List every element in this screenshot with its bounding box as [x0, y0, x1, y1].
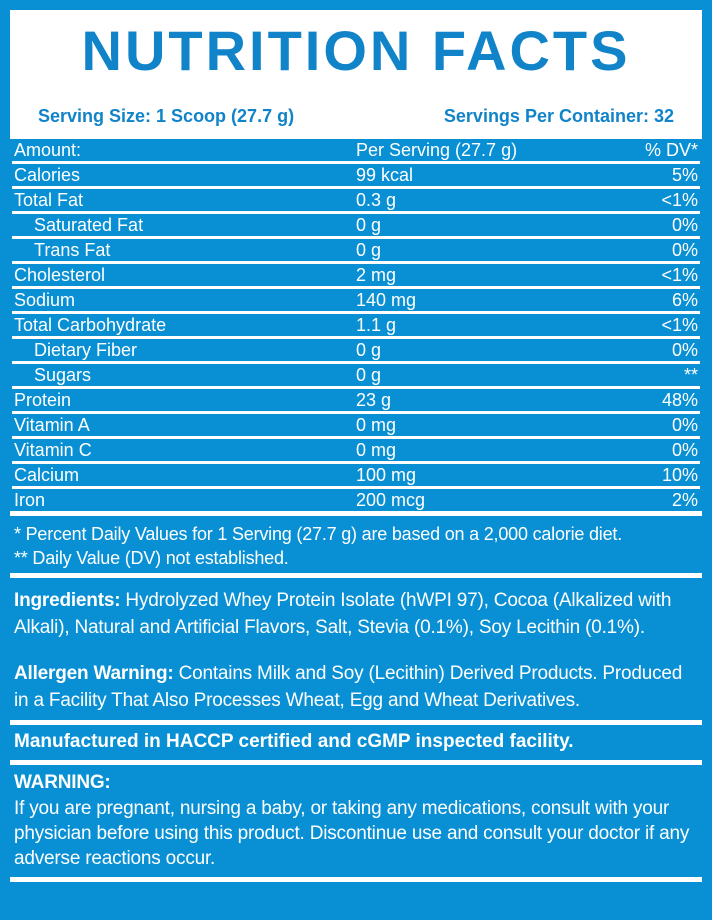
row-dv: **	[683, 365, 698, 385]
row-value: 0 g	[356, 365, 382, 385]
row-dv: 2%	[671, 490, 698, 510]
row-value: 2 mg	[356, 265, 397, 285]
row-value: 0.3 g	[356, 190, 397, 210]
nutrition-table	[0, 139, 712, 511]
row-label: Calcium	[14, 465, 80, 485]
table-row	[12, 289, 700, 314]
row-label: Trans Fat	[34, 240, 111, 260]
row-value: 0 g	[356, 240, 382, 260]
row-dv: 5%	[671, 165, 698, 185]
footnote-daily-values: * Percent Daily Values for 1 Serving (27.7 g) are based on a 2,000 calorie diet.	[14, 524, 623, 544]
row-label: Vitamin A	[14, 415, 90, 435]
row-dv: <1%	[661, 265, 698, 285]
table-row	[12, 339, 700, 364]
row-dv: 0%	[671, 215, 698, 235]
column-header-amount: Amount:	[14, 140, 82, 160]
row-dv: 10%	[661, 465, 698, 485]
divider-after-footnotes	[10, 573, 702, 578]
table-row	[12, 239, 700, 264]
row-dv: 0%	[671, 340, 698, 360]
table-row	[12, 164, 700, 189]
allergen-warning-text: Contains Milk and Soy (Lecithin) Derived Products. Produced in a Facility That Also Processes Wheat, Egg and Wheat Derivatives.	[14, 663, 683, 711]
serving-size-label: Serving Size: 1 Scoop (27.7 g)	[38, 106, 295, 126]
allergen-paragraph	[0, 660, 712, 720]
serving-info-row	[38, 106, 674, 127]
row-value: 0 mg	[356, 440, 397, 460]
row-label: Protein	[14, 390, 72, 410]
row-value: 0 mg	[356, 415, 397, 435]
row-label: Cholesterol	[14, 265, 106, 285]
row-label: Sugars	[34, 365, 92, 385]
row-label: Vitamin C	[14, 440, 92, 460]
table-row	[12, 364, 700, 389]
row-dv: <1%	[661, 315, 698, 335]
table-header-row	[12, 139, 700, 164]
page-title: NUTRITION FACTS	[81, 19, 631, 82]
footnote-dv-not-established: ** Daily Value (DV) not established.	[14, 548, 289, 568]
row-dv: 6%	[671, 290, 698, 310]
ingredients-text: Hydrolyzed Whey Protein Isolate (hWPI 97), Cocoa (Alkalized with Alkali), Natural and Artificial Flavors, Salt, Stevia (0.1%), Soy Lecithin (0.1%).	[14, 590, 672, 638]
warning-title: WARNING:	[14, 772, 111, 793]
warning-section	[0, 765, 712, 877]
row-value: 200 mcg	[356, 490, 426, 510]
row-value: 0 g	[356, 340, 382, 360]
footnotes	[0, 516, 712, 573]
table-row	[12, 489, 700, 511]
row-dv: 0%	[671, 440, 698, 460]
row-dv: 48%	[661, 390, 698, 410]
row-label: Dietary Fiber	[34, 340, 138, 360]
column-header-per-serving: Per Serving (27.7 g)	[356, 140, 518, 160]
row-label: Total Fat	[14, 190, 84, 210]
table-row	[12, 314, 700, 339]
divider-bottom	[10, 877, 702, 882]
row-value: 0 g	[356, 215, 382, 235]
row-value: 23 g	[356, 390, 392, 410]
warning-text: If you are pregnant, nursing a baby, or taking any medications, consult with your physician before using this product. Discontinue use and consult your doctor if any adverse reactions occur.	[14, 798, 690, 869]
row-value: 1.1 g	[356, 315, 397, 335]
row-dv: 0%	[671, 240, 698, 260]
row-label: Iron	[14, 490, 46, 510]
allergen-warning-label: Allergen Warning:	[14, 663, 174, 684]
row-label: Sodium	[14, 290, 76, 310]
row-label: Total Carbohydrate	[14, 315, 167, 335]
table-row	[12, 414, 700, 439]
table-row	[12, 264, 700, 289]
row-value: 100 mg	[356, 465, 417, 485]
table-row	[12, 464, 700, 489]
row-label: Calories	[14, 165, 81, 185]
row-label: Saturated Fat	[34, 215, 144, 235]
ingredients-paragraph	[0, 587, 712, 641]
column-header-dv: % DV*	[644, 140, 698, 160]
nutrition-facts-header	[10, 10, 702, 139]
row-value: 99 kcal	[356, 165, 414, 185]
row-dv: <1%	[661, 190, 698, 210]
table-row	[12, 214, 700, 239]
table-row	[12, 439, 700, 464]
row-dv: 0%	[671, 415, 698, 435]
servings-per-container-label: Servings Per Container: 32	[443, 106, 674, 126]
manufactured-statement: Manufactured in HACCP certified and cGMP inspected facility.	[14, 731, 574, 752]
table-row	[12, 189, 700, 214]
table-row	[12, 389, 700, 414]
ingredients-label: Ingredients:	[14, 590, 121, 611]
row-value: 140 mg	[356, 290, 417, 310]
